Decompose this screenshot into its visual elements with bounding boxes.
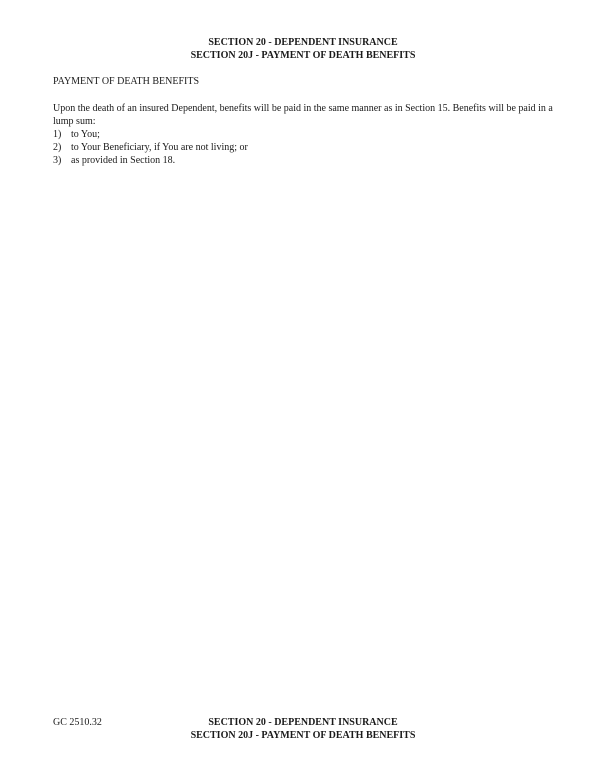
list-item-number: 1) [53, 129, 62, 140]
page-content [53, 36, 553, 167]
section-header-line1: SECTION 20 - DEPENDENT INSURANCE [208, 37, 398, 48]
payment-subheading: PAYMENT OF DEATH BENEFITS [53, 76, 200, 87]
list-item-text: to You; [71, 129, 100, 140]
list-item-number: 3) [53, 155, 62, 166]
list-item [53, 154, 553, 167]
section-header-line2: SECTION 20J - PAYMENT OF DEATH BENEFITS [190, 50, 416, 61]
list-item-text: to Your Beneficiary, if You are not living; or [71, 142, 248, 153]
intro-paragraph: Upon the death of an insured Dependent, benefits will be paid in the same manner as in Section 15. Benefits will be paid in a lump sum: [53, 103, 553, 127]
list-item-text: as provided in Section 18. [71, 155, 176, 166]
list-item [53, 141, 553, 154]
list-item-number: 2) [53, 142, 62, 153]
list-item [53, 128, 553, 141]
beneficiary-list [53, 128, 553, 167]
section-header [53, 36, 553, 62]
footer-section-header-line1: SECTION 20 - DEPENDENT INSURANCE [208, 717, 398, 728]
footer-section-header-line2: SECTION 20J - PAYMENT OF DEATH BENEFITS [190, 730, 416, 741]
document-code: GC 2510.32 [53, 717, 102, 728]
footer-section-header [53, 716, 553, 742]
page-footer [53, 716, 553, 742]
